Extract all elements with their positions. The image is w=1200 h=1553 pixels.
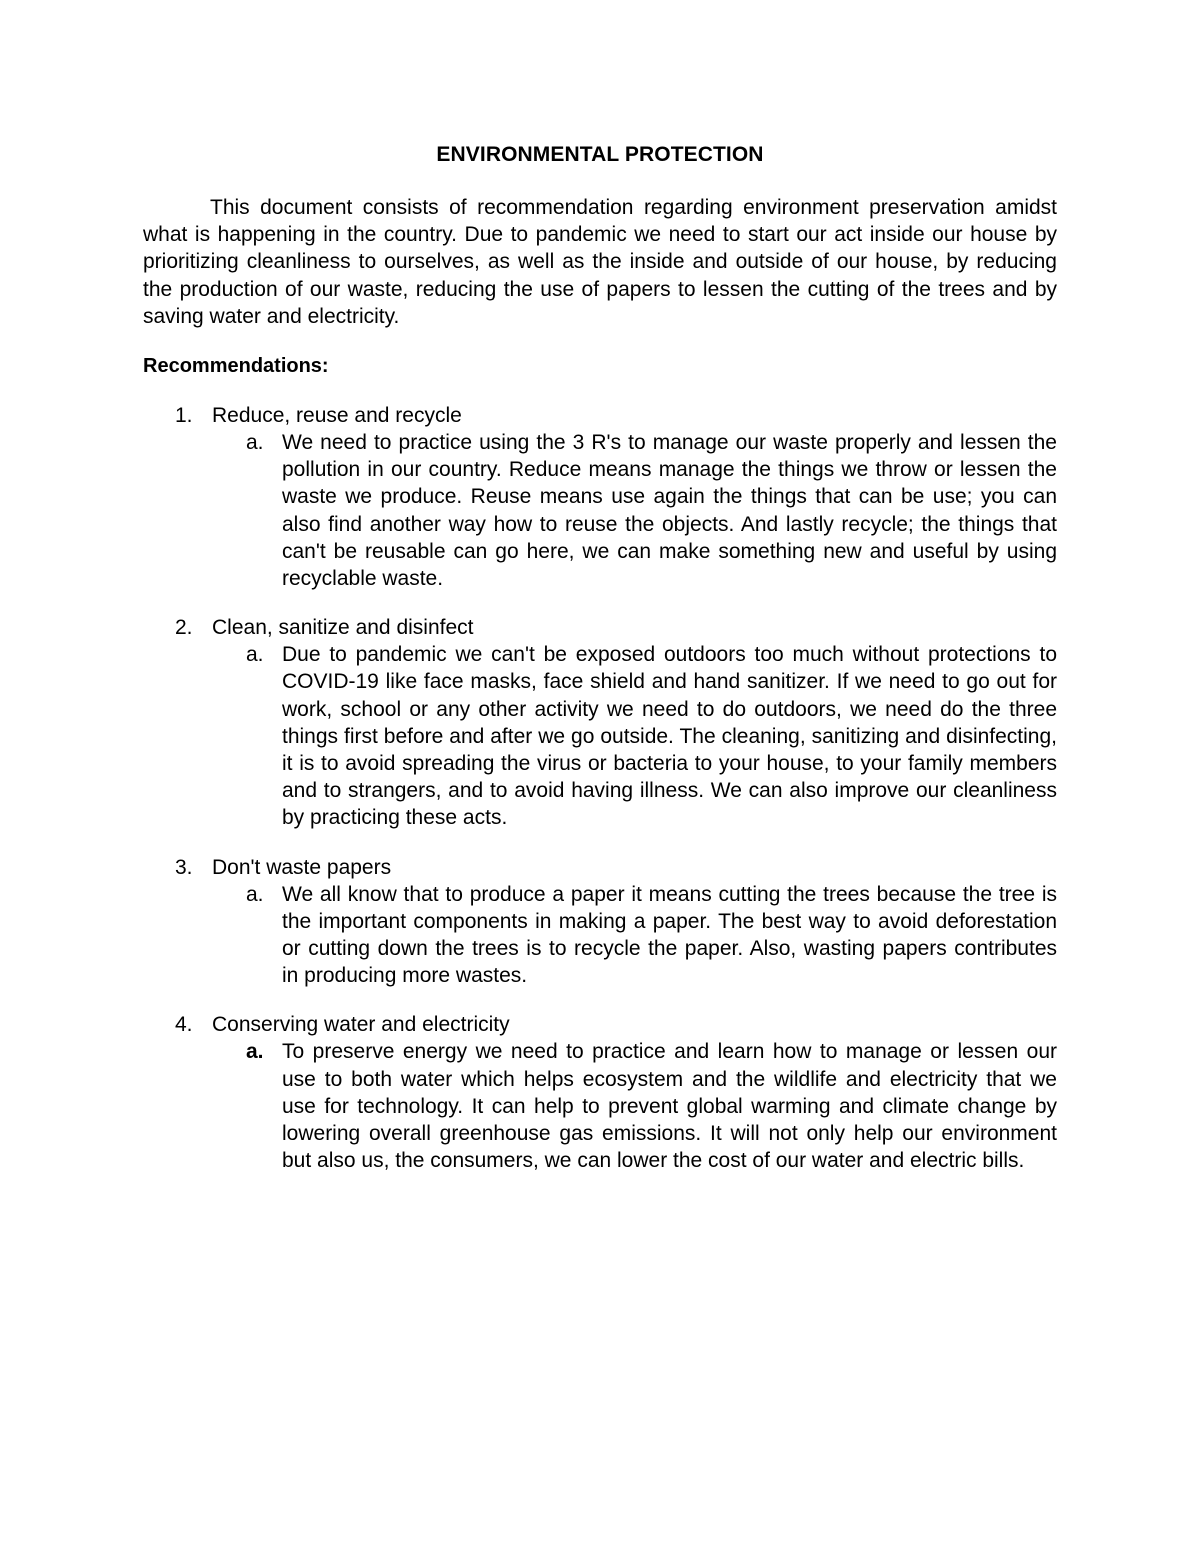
recommendation-item-2 [143, 614, 1057, 831]
sub-list-marker: a. [246, 643, 264, 667]
recommendation-detail-text: Due to pandemic we can't be exposed outdoors too much without protections to COVID-19 like face masks, face shield and hand sanitizer. If we need to go out for work, school or any other activity we need to do outdoors, we need do the three things first before and after we go outside. The cleaning, sanitizing and disinfecting, it is to avoid spreading the virus or bacteria to your house, to your family members and to strangers, and to avoid having illness. We can also improve our cleanliness by practicing these acts. [282, 643, 1057, 830]
recommendation-title: Don't waste papers [212, 855, 392, 879]
recommendation-title: Conserving water and electricity [212, 1013, 510, 1037]
recommendation-title: Reduce, reuse and recycle [212, 404, 462, 428]
recommendation-detail-text: To preserve energy we need to practice and learn how to manage or lessen our use to both water which helps ecosystem and the wildlife and electricity that we use for technology. It can help to prevent global warming and climate change by lowering overall greenhouse gas emissions. It will not only help our environment but also us, the consumers, we can lower the cost of our water and electric bills. [282, 1040, 1057, 1173]
sub-list-marker: a. [246, 882, 264, 906]
sub-list-marker: a. [246, 431, 264, 455]
recommendation-detail [143, 641, 1057, 831]
recommendations-list [143, 402, 1057, 1174]
recommendation-detail-text: We need to practice using the 3 R's to manage our waste properly and lessen the pollution in our country. Reduce means manage the things we throw or lessen the waste we produce. Reuse means use again the things that can be use; you can also find another way how to reuse the objects. And lastly recycle; the things that can't be reusable can go here, we can make something new and useful by using recyclable waste. [282, 431, 1057, 591]
recommendation-detail [143, 1038, 1057, 1174]
document-title: ENVIRONMENTAL PROTECTION [436, 143, 764, 166]
recommendation-detail [143, 429, 1057, 592]
list-number: 1. [175, 404, 193, 428]
recommendation-item-3 [143, 854, 1057, 990]
recommendations-heading: Recommendations: [143, 355, 329, 378]
recommendation-detail [143, 881, 1057, 990]
recommendation-title: Clean, sanitize and disinfect [212, 616, 474, 640]
intro-paragraph: This document consists of recommendation regarding environment preservation amidst what is happening in the country. Due to pandemic we need to start our act inside our house by prioritizing cleanliness to ourselves, as well as the inside and outside of our house, by reducing the production of our waste, reducing the use of papers to lessen the cutting of the trees and by saving water and electricity. [143, 196, 1057, 328]
list-number: 2. [175, 616, 193, 640]
sub-list-marker: a. [246, 1040, 264, 1064]
list-number: 4. [175, 1013, 193, 1037]
recommendation-heading [143, 1011, 1057, 1038]
recommendation-heading [143, 402, 1057, 429]
recommendation-item-1 [143, 402, 1057, 592]
recommendation-heading [143, 614, 1057, 641]
recommendation-detail-text: We all know that to produce a paper it means cutting the trees because the tree is the important components in making a paper. The best way to avoid deforestation or cutting down the trees is to recycle the paper. Also, wasting papers contributes in producing more wastes. [282, 882, 1057, 988]
recommendation-heading [143, 854, 1057, 881]
list-number: 3. [175, 855, 193, 879]
recommendation-item-4 [143, 1011, 1057, 1174]
document-page [143, 140, 1057, 1196]
